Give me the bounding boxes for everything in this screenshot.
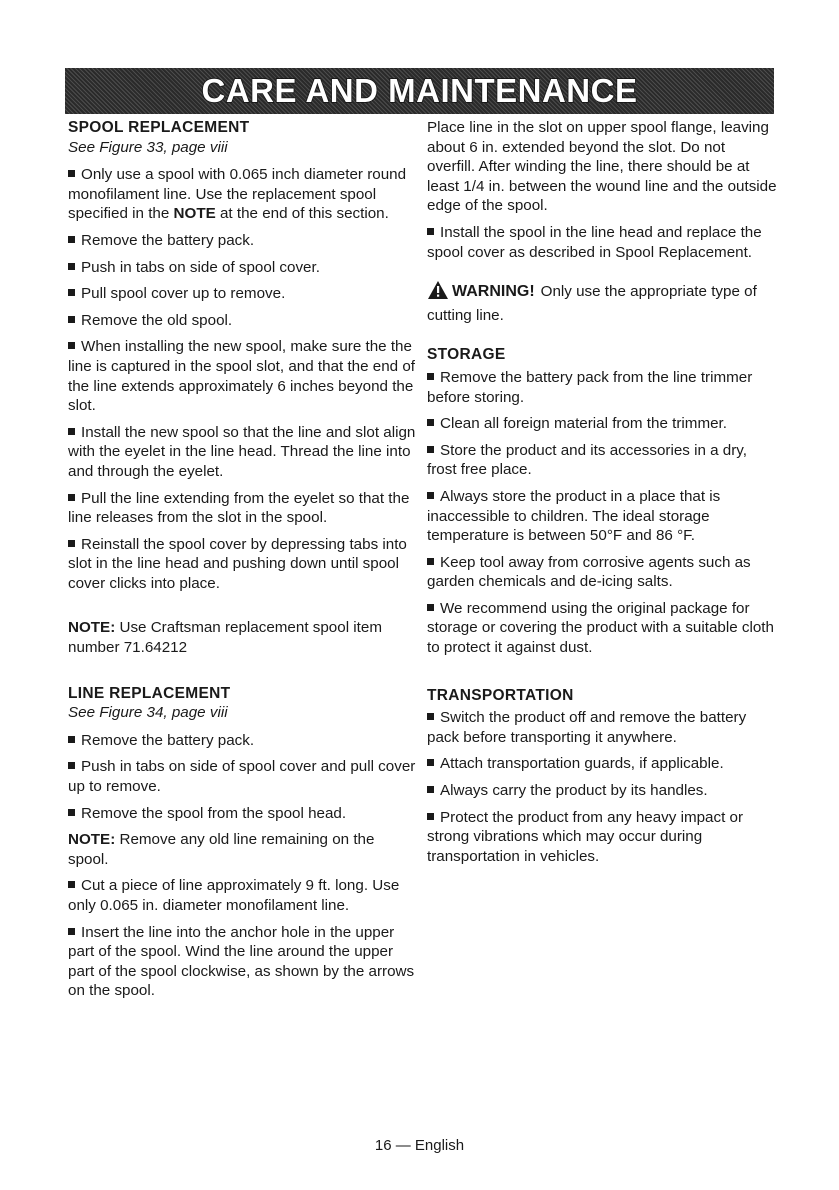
bullet-icon [68,342,75,349]
spool-replacement-figure-ref: See Figure 33, page viii [68,138,228,156]
warning-notice [427,280,777,325]
list-item: Always carry the product by its handles. [427,781,777,801]
note-label: NOTE: [68,831,116,849]
bullet-icon [68,809,75,816]
list-item: Remove the old spool. [68,311,416,331]
bullet-icon [427,419,434,426]
bullet-icon [68,540,75,547]
list-item: Push in tabs on side of spool cover and pull cover up to remove. [68,758,416,796]
spool-replacement-heading: SPOOL REPLACEMENT [68,119,250,136]
bullet-icon [427,759,434,766]
list-item: Remove the battery pack. [68,731,416,751]
list-item: Pull spool cover up to remove. [68,284,416,304]
list-item: Clean all foreign material from the trimmer. [427,414,777,434]
warning-label: WARNING! [452,283,535,301]
list-item: Cut a piece of line approximately 9 ft. long. Use only 0.065 in. diameter monofilament line. [68,877,400,914]
spool-note: NOTE: Use Craftsman replacement spool item number 71.64212 [68,619,382,657]
storage-heading: STORAGE [427,346,506,364]
bullet-icon [427,558,434,565]
line-note: NOTE: Remove any old line remaining on the spool. [68,831,375,868]
bullet-icon [68,494,75,501]
list-item: Attach transportation guards, if applicable. [427,754,777,774]
list-item: Remove the spool from the spool head. [68,804,416,824]
bullet-icon [68,170,75,177]
bullet-icon [427,492,434,499]
list-item: Install the new spool so that the line and slot align with the eyelet in the line head. Thread the line into and through the eyelet. [68,423,416,480]
transportation-heading: TRANSPORTATION [427,686,574,704]
bullet-icon [427,604,434,611]
spool-replacement-section [68,118,416,658]
list-item: Store the product and its accessories in a dry, frost free place. [427,441,747,479]
note-reference: NOTE [173,205,216,223]
bullet-icon [68,263,75,270]
bullet-icon [427,713,434,720]
list-item: Remove the battery pack from the line trimmer before storing. [427,368,753,406]
list-item: Switch the product off and remove the battery pack before transporting it anywhere. [427,709,747,746]
page-number: 16 — English [374,1137,465,1154]
section-banner [65,68,774,114]
bullet-icon [68,881,75,888]
line-replacement-section [68,684,416,1001]
bullet-icon [68,762,75,769]
bullet-icon [427,786,434,793]
right-column [427,118,777,873]
list-item: Pull the line extending from the eyelet so that the line releases from the slot in the spool. [68,489,410,527]
note-label: NOTE: [68,619,116,637]
list-item: Insert the line into the anchor hole in the upper part of the spool. Wind the line around the upper part of the spool clockwise, as shown by the arrows on the spool. [68,923,415,1000]
bullet-icon [68,289,75,296]
list-item: Install the spool in the line head and replace the spool cover as described in Spool Replacement. [427,223,762,261]
storage-section [427,345,777,657]
list-item: When installing the new spool, make sure the the line is captured in the spool slot, and that the end of the line extends approximately 6 inches beyond the slot. [68,338,416,415]
list-item: Remove the battery pack. [68,231,416,251]
line-replacement-heading: LINE REPLACEMENT [68,684,231,702]
banner-title: CARE AND MAINTENANCE [201,72,638,109]
bullet-icon [427,813,434,820]
transportation-section [427,686,777,867]
bullet-icon [427,446,434,453]
list-item: Keep tool away from corrosive agents such as garden chemicals and de-icing salts. [427,553,751,591]
line-replacement-continued: Place line in the slot on upper spool flange, leaving about 6 in. extended beyond the slot. Do not overfill. After winding the line, there should be at least 1/4 in. between the wound line and the outside edge of the spool. [427,119,777,215]
warning-text: Only use the appropriate type of cutting line. [427,283,757,324]
warning-triangle-icon [427,280,449,306]
bullet-icon [68,928,75,935]
line-replacement-figure-ref: See Figure 34, page viii [68,704,228,722]
bullet-icon [68,736,75,743]
left-column [68,118,416,1008]
list-item: Only use a spool with 0.065 inch diameter round monofilament line. Use the replacement spool specified in the NOTE at the end of this section. [68,166,407,223]
bullet-icon [68,428,75,435]
list-item: Reinstall the spool cover by depressing tabs into slot in the line head and pushing down until spool cover clicks into place. [68,535,407,592]
list-item: We recommend using the original package for storage or covering the product with a suitable cloth to protect it against dust. [427,599,774,657]
bullet-icon [427,373,434,380]
list-item: Push in tabs on side of spool cover. [68,258,416,278]
bullet-icon [427,228,434,235]
bullet-icon [68,236,75,243]
list-item: Protect the product from any heavy impact or strong vibrations which may occur during transportation in vehicles. [427,808,744,865]
bullet-icon [68,316,75,323]
list-item: Always store the product in a place that is inaccessible to children. The ideal storage temperature is between 50°F and 86 °F. [427,487,721,545]
